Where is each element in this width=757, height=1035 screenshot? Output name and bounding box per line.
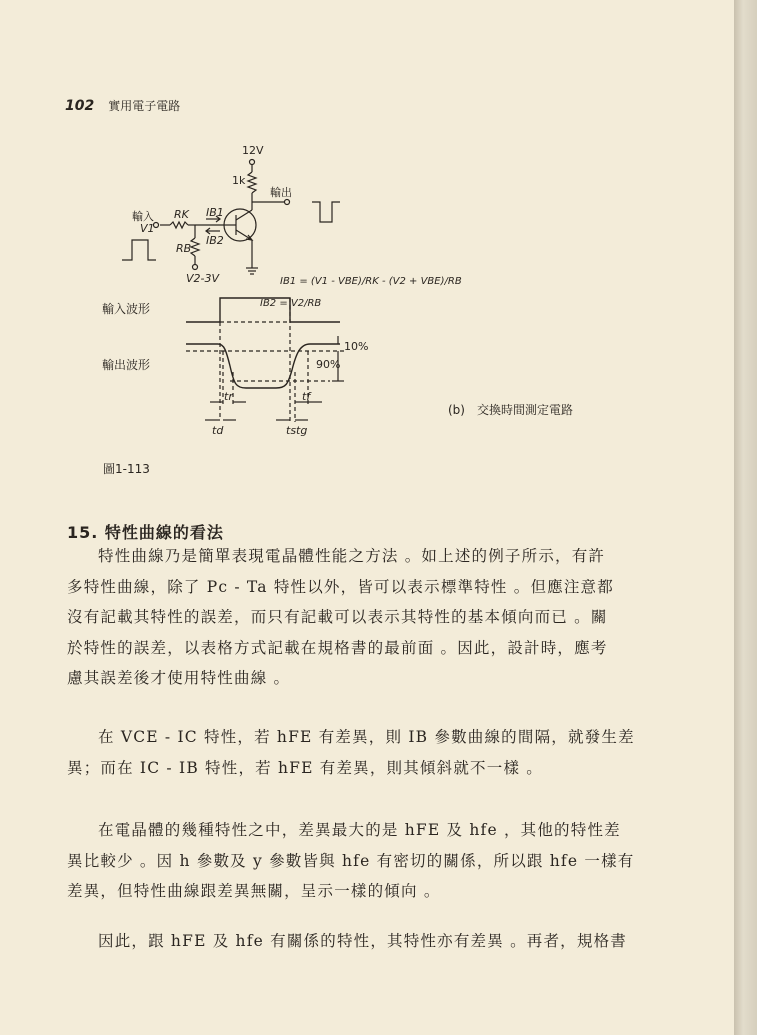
subfigure-caption: (b) 交換時間測定電路 [448, 403, 573, 417]
collector-resistor-label: 1k [232, 174, 246, 187]
text-line: 特性曲線乃是簡單表現電晶體性能之方法 。如上述的例子所示，有許 [98, 547, 606, 565]
ten-percent-label: 10% [344, 340, 369, 353]
output-waveform-label: 輸出波形 [102, 358, 151, 372]
text-line: 因此，跟 hFE 及 hfe 有關係的特性，其特性亦有差異 。再者，規格書 [98, 932, 627, 950]
paragraph-2 [67, 722, 637, 783]
text-line: 在 VCE - IC 特性，若 hFE 有差異，則 IB 參數曲線的間隔，就發生差 [98, 728, 635, 746]
book-title: 實用電子電路 [108, 99, 181, 113]
rk-label: RK [174, 208, 189, 221]
text-line: 在電晶體的幾種特性之中，差異最大的是 hFE 及 hfe ，其他的特性差 [98, 821, 621, 839]
page-header [65, 97, 180, 114]
input-waveform-label: 輸入波形 [102, 302, 151, 316]
ib2-equation: IB2 = V2/RB [260, 298, 322, 309]
ninety-percent-label: 90% [316, 358, 341, 371]
text-line: 慮其誤差後才使用特性曲線 。 [67, 669, 291, 687]
fall-time-label: tf [302, 390, 311, 403]
text-line: 沒有記載其特性的誤差，而只有記載可以表示其特性的基本傾向而已 。關 [67, 608, 608, 626]
paragraph-3 [67, 815, 637, 907]
ib2-label: IB2 [206, 234, 224, 247]
bias-supply-label: V2-3V [186, 272, 220, 285]
input-label: 輸入 [132, 210, 154, 223]
rise-time-label: tr [224, 390, 233, 403]
text-line: 差異，但特性曲線跟差異無關，呈示一樣的傾向 。 [67, 882, 441, 900]
page-number: 102 [65, 98, 95, 114]
rb-label: RB [176, 242, 192, 255]
text-line: 多特性曲線，除了 Pc - Ta 特性以外，皆可以表示標準特性 。但應注意都 [67, 577, 614, 596]
storage-time-label: tstg [286, 424, 308, 437]
paragraph-1 [67, 541, 637, 694]
input-source-label: V1 [140, 222, 155, 235]
circuit-and-waveform-diagram [90, 140, 650, 440]
figure-switching-time-circuit [90, 140, 650, 440]
page-edge [734, 0, 757, 1035]
ib1-equation: IB1 = (V1 - VBE)/RK - (V2 + VBE)/RB [280, 276, 462, 287]
text-line: 異；而在 IC - IB 特性，若 hFE 有差異，則其傾斜就不一樣 。 [67, 758, 543, 777]
figure-caption: 圖1-113 [103, 462, 150, 476]
text-line: 於特性的誤差，以表格方式記載在規格書的最前面 。因此，設計時，應考 [67, 638, 608, 657]
supply-voltage-label: 12V [242, 144, 264, 157]
ib1-label: IB1 [206, 206, 224, 219]
delay-time-label: td [212, 424, 224, 437]
paragraph-4 [67, 926, 637, 957]
text-line: 異比較少 。因 h 參數及 y 參數皆與 hfe 有密切的關係，所以跟 hfe 一樣有 [67, 851, 635, 870]
output-label: 輸出 [270, 186, 292, 199]
section-heading: 15. 特性曲線的看法 [67, 523, 224, 542]
